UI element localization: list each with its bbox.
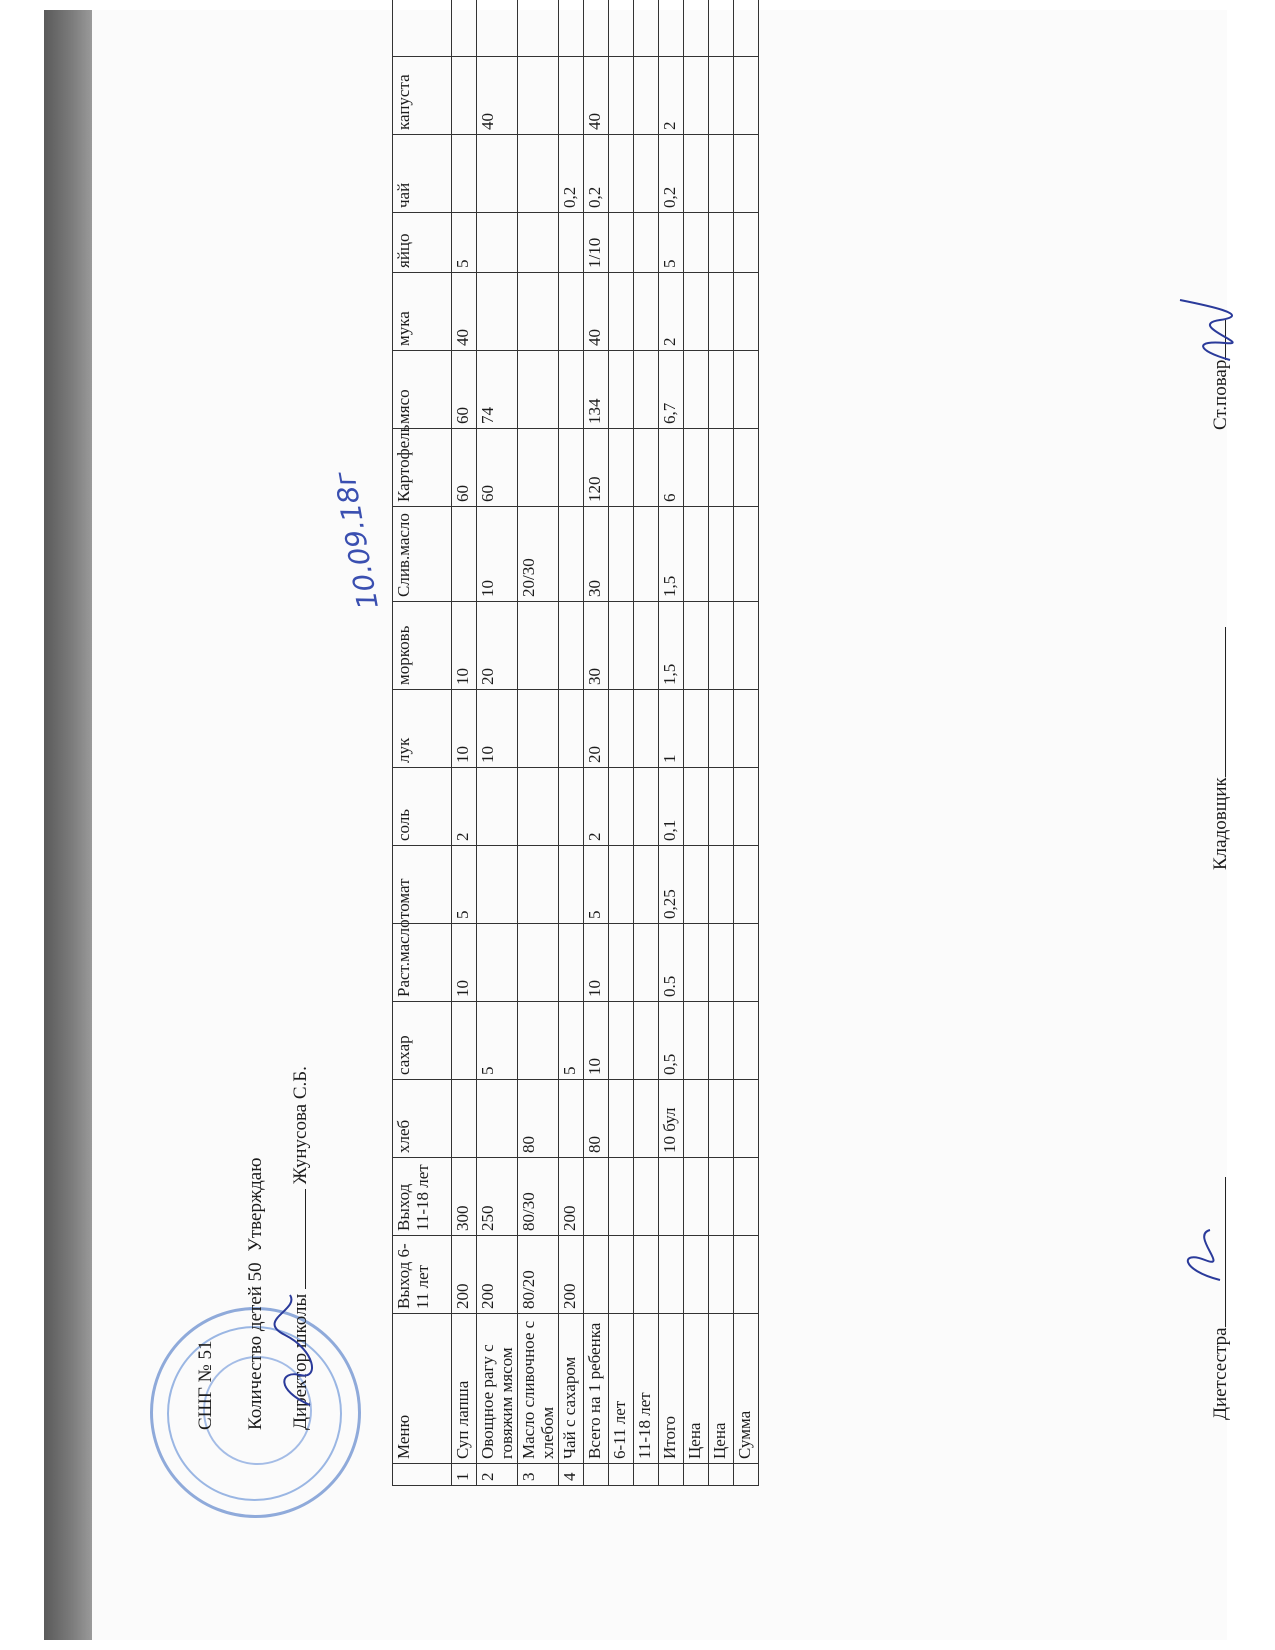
table-cell [609, 135, 634, 213]
table-cell: 10 [452, 690, 477, 768]
table-cell: 200 [559, 1236, 584, 1314]
table-cell: 5 [452, 846, 477, 924]
table-cell [634, 213, 659, 273]
table-cell [609, 507, 634, 602]
table-cell [518, 0, 559, 57]
table-cell [684, 429, 709, 507]
table-cell: 120 [584, 429, 609, 507]
table-cell [559, 846, 584, 924]
table-cell [559, 351, 584, 429]
table-cell [477, 846, 518, 924]
table-cell [559, 273, 584, 351]
table-cell [452, 1080, 477, 1158]
table-cell [659, 1464, 684, 1486]
table-cell: 10 [477, 507, 518, 602]
table-cell: 4 [559, 1464, 584, 1486]
table-cell: Чай с сахаром [559, 1314, 584, 1464]
table-cell [709, 213, 734, 273]
table-cell: 6 [659, 429, 684, 507]
table-cell: 2 [584, 768, 609, 846]
table-cell [734, 690, 759, 768]
table-cell [684, 690, 709, 768]
table-cell: 0,2 [559, 135, 584, 213]
table-cell [684, 924, 709, 1002]
table-cell [709, 0, 734, 57]
table-header-cell: Картофель [393, 429, 452, 507]
table-header-cell: Выход 11-18 лет [393, 1158, 452, 1236]
table-cell: Всего на 1 ребенка [584, 1314, 609, 1464]
table-cell [684, 1236, 709, 1314]
table-cell [734, 1236, 759, 1314]
table-header-cell: соль [393, 768, 452, 846]
table-cell: 1 [659, 690, 684, 768]
table-cell: 10 [452, 602, 477, 690]
table-cell [684, 602, 709, 690]
table-cell [634, 1002, 659, 1080]
table-cell [734, 273, 759, 351]
table-cell [477, 273, 518, 351]
table-cell [584, 1236, 609, 1314]
table-header-cell: сахар [393, 1002, 452, 1080]
table-cell [634, 1158, 659, 1236]
table-cell: 20 [584, 690, 609, 768]
table-cell [734, 602, 759, 690]
table-cell: 134 [584, 351, 609, 429]
table-cell [477, 924, 518, 1002]
table-cell [634, 507, 659, 602]
table-cell: 20 [477, 602, 518, 690]
table-cell [709, 1002, 734, 1080]
table-cell [477, 768, 518, 846]
chef-signature [1175, 295, 1245, 365]
table-cell [559, 768, 584, 846]
table-cell: 2 [452, 768, 477, 846]
table-cell [559, 0, 584, 57]
table-cell [709, 690, 734, 768]
table-cell: 0,25 [659, 846, 684, 924]
table-cell [559, 213, 584, 273]
table-row [609, 0, 634, 1486]
table-cell [518, 57, 559, 135]
table-cell: 1,5 [659, 602, 684, 690]
table-cell [609, 1158, 634, 1236]
table-cell [452, 135, 477, 213]
table-cell [634, 690, 659, 768]
table-cell [709, 507, 734, 602]
table-cell [609, 602, 634, 690]
table-cell: 1,5 [659, 507, 684, 602]
table-cell: Сумма [734, 1314, 759, 1464]
table-cell: 5 [559, 1002, 584, 1080]
table-header-cell: томат [393, 846, 452, 924]
table-cell [684, 213, 709, 273]
table-cell: 1/10 [584, 213, 609, 273]
children-count [245, 1158, 267, 1430]
table-cell [734, 135, 759, 213]
table-cell: 80 [518, 1080, 559, 1158]
director-label: Директор школы [290, 1293, 311, 1430]
table-cell [452, 507, 477, 602]
table-cell: 60 [477, 429, 518, 507]
table-cell [734, 507, 759, 602]
table-cell [709, 846, 734, 924]
table-cell [634, 273, 659, 351]
table-cell [709, 429, 734, 507]
table-cell [477, 213, 518, 273]
table-cell [518, 213, 559, 273]
table-cell [609, 57, 634, 135]
table-row [734, 0, 759, 1486]
table-row [452, 0, 477, 1486]
children-count-text: Количество детей 50 [245, 1262, 266, 1430]
table-cell: 30 [584, 602, 609, 690]
menu-table [392, 0, 759, 1486]
table-cell: Суп лапша [452, 1314, 477, 1464]
table-cell: 30 [584, 507, 609, 602]
table-cell [734, 924, 759, 1002]
table-cell: 74 [477, 351, 518, 429]
table-cell [609, 0, 634, 57]
table-cell: 5 [452, 213, 477, 273]
table-cell [518, 768, 559, 846]
table-cell: 10 [477, 690, 518, 768]
table-cell: 0,2 [584, 135, 609, 213]
table-cell [659, 1236, 684, 1314]
table-cell [684, 135, 709, 213]
table-cell [609, 429, 634, 507]
table-cell: 40 [584, 273, 609, 351]
table-cell: 200 [477, 1236, 518, 1314]
table-cell [709, 768, 734, 846]
table-header-cell [393, 1464, 452, 1486]
table-cell [709, 57, 734, 135]
table-cell [609, 768, 634, 846]
table-cell: 40 [452, 273, 477, 351]
table-header-cell: чай [393, 135, 452, 213]
table-cell: 2 [659, 273, 684, 351]
table-cell [634, 135, 659, 213]
table-cell [734, 1002, 759, 1080]
table-cell [684, 351, 709, 429]
table-cell [609, 846, 634, 924]
approve-text: Утверждаю [245, 1157, 266, 1252]
table-cell [684, 1080, 709, 1158]
table-cell [477, 135, 518, 213]
table-header-cell: Меню [393, 1314, 452, 1464]
table-cell [734, 213, 759, 273]
table-cell: 0,5 [659, 1002, 684, 1080]
table-cell [609, 213, 634, 273]
handwritten-date: 10.09.18г [328, 468, 385, 612]
table-cell [634, 1080, 659, 1158]
table-header-cell: капуста [393, 57, 452, 135]
table-cell [559, 924, 584, 1002]
table-cell [634, 57, 659, 135]
table-cell [518, 846, 559, 924]
table-cell [518, 429, 559, 507]
storekeeper-label: Кладовщик [1210, 777, 1231, 870]
table-cell: 5 [659, 213, 684, 273]
table-row [659, 0, 684, 1486]
table-cell [709, 1080, 734, 1158]
table-cell [734, 1080, 759, 1158]
table-cell [518, 273, 559, 351]
table-cell [559, 602, 584, 690]
table-header-cell: лук [393, 690, 452, 768]
table-row [584, 0, 609, 1486]
table-cell [684, 0, 709, 57]
table-cell [684, 1464, 709, 1486]
table-cell [734, 1158, 759, 1236]
director-signature [270, 1290, 320, 1410]
table-row [477, 0, 518, 1486]
table-cell [734, 1464, 759, 1486]
table-cell [634, 1236, 659, 1314]
table-cell [709, 135, 734, 213]
table-header-cell: Раст.масло [393, 924, 452, 1002]
table-cell: 40 [477, 57, 518, 135]
table-cell [452, 0, 477, 57]
chef-label: Ст.повар [1210, 359, 1231, 430]
table-cell [684, 1158, 709, 1236]
table-row [559, 0, 584, 1486]
table-cell: 1 [452, 1464, 477, 1486]
table-cell [609, 1464, 634, 1486]
table-cell [634, 429, 659, 507]
table-cell [584, 1464, 609, 1486]
table-cell: 40 [584, 57, 609, 135]
table-cell [559, 1080, 584, 1158]
table-cell: 80/30 [518, 1158, 559, 1236]
table-cell [684, 507, 709, 602]
table-cell: Итого [659, 1314, 684, 1464]
table-cell [518, 351, 559, 429]
dietitian-signature [1170, 1220, 1230, 1290]
table-cell [559, 57, 584, 135]
table-cell [709, 351, 734, 429]
table-cell [452, 57, 477, 135]
table-cell [609, 1002, 634, 1080]
table-cell [452, 1002, 477, 1080]
table-cell: 0.5 [659, 924, 684, 1002]
table-cell: Масло сливочное с хлебом [518, 1314, 559, 1464]
table-cell [634, 351, 659, 429]
table-cell: 3 [518, 1464, 559, 1486]
school-name: СШГ № 51 [195, 1340, 216, 1430]
table-cell: 11-18 лет [634, 1314, 659, 1464]
table-cell: 2 [477, 1464, 518, 1486]
table-header-cell: хлеб [393, 1080, 452, 1158]
storekeeper-line [1210, 627, 1232, 870]
director-name: Жунусова С.Б. [290, 1066, 311, 1185]
table-cell: 80 [584, 1080, 609, 1158]
table-cell [634, 768, 659, 846]
table-cell: 6,7 [659, 351, 684, 429]
table-cell [634, 846, 659, 924]
dietitian-label: Диетсестра [1210, 1327, 1231, 1420]
table-cell: 20/30 [518, 507, 559, 602]
table-cell: 5 [477, 1002, 518, 1080]
table-cell [559, 429, 584, 507]
table-cell: 200 [559, 1158, 584, 1236]
table-header-cell [393, 0, 452, 57]
table-cell [518, 924, 559, 1002]
table-cell [609, 924, 634, 1002]
table-cell [634, 0, 659, 57]
table-cell [734, 429, 759, 507]
table-cell [518, 135, 559, 213]
table-cell [477, 1080, 518, 1158]
table-header-cell: яйцо [393, 213, 452, 273]
table-cell [684, 1002, 709, 1080]
table-header-cell: Слив.масло [393, 507, 452, 602]
table-cell [518, 602, 559, 690]
table-cell [709, 1158, 734, 1236]
table-cell [709, 273, 734, 351]
dietitian-line [1210, 1177, 1232, 1420]
table-cell: 10 [584, 924, 609, 1002]
table-cell [584, 0, 609, 57]
table-cell [684, 273, 709, 351]
table-cell: 0,2 [659, 135, 684, 213]
menu-table-body [393, 0, 759, 1486]
table-cell [634, 924, 659, 1002]
table-cell: 80/20 [518, 1236, 559, 1314]
table-cell [709, 924, 734, 1002]
table-cell [734, 57, 759, 135]
table-cell [734, 0, 759, 57]
table-cell [709, 1236, 734, 1314]
table-cell [559, 690, 584, 768]
table-cell: 300 [452, 1158, 477, 1236]
table-cell [684, 57, 709, 135]
table-cell [734, 351, 759, 429]
table-row [518, 0, 559, 1486]
table-cell: 0,1 [659, 768, 684, 846]
table-cell [734, 846, 759, 924]
table-header-row [393, 0, 452, 1486]
table-cell: 10 [584, 1002, 609, 1080]
table-row [634, 0, 659, 1486]
table-cell [518, 1002, 559, 1080]
table-cell [684, 846, 709, 924]
table-cell: Цена [709, 1314, 734, 1464]
table-cell [477, 0, 518, 57]
table-cell: 250 [477, 1158, 518, 1236]
table-cell [518, 690, 559, 768]
table-cell [609, 351, 634, 429]
table-cell [634, 1464, 659, 1486]
table-cell: 10 бул [659, 1080, 684, 1158]
table-cell [609, 1236, 634, 1314]
table-row [684, 0, 709, 1486]
director-signature-line [304, 1189, 306, 1289]
table-cell: Овощное рагу с говяжим мясом [477, 1314, 518, 1464]
table-cell [609, 273, 634, 351]
table-row [709, 0, 734, 1486]
table-cell: 200 [452, 1236, 477, 1314]
table-cell: 60 [452, 429, 477, 507]
table-cell [709, 602, 734, 690]
table-cell [559, 507, 584, 602]
table-header-cell: Выход 6-11 лет [393, 1236, 452, 1314]
table-cell: 5 [584, 846, 609, 924]
table-cell [659, 1158, 684, 1236]
table-cell: 2 [659, 57, 684, 135]
storekeeper-signature-line [1224, 627, 1226, 777]
table-cell [609, 1080, 634, 1158]
table-cell [659, 0, 684, 57]
table-cell: 6-11 лет [609, 1314, 634, 1464]
table-cell [634, 602, 659, 690]
table-cell: 60 [452, 351, 477, 429]
table-cell [734, 768, 759, 846]
table-cell [609, 690, 634, 768]
table-cell [709, 1464, 734, 1486]
table-cell [584, 1158, 609, 1236]
table-header-cell: морковь [393, 602, 452, 690]
table-header-cell: мясо [393, 351, 452, 429]
table-cell: Цена [684, 1314, 709, 1464]
table-cell [684, 768, 709, 846]
table-header-cell: мука [393, 273, 452, 351]
table-cell: 10 [452, 924, 477, 1002]
